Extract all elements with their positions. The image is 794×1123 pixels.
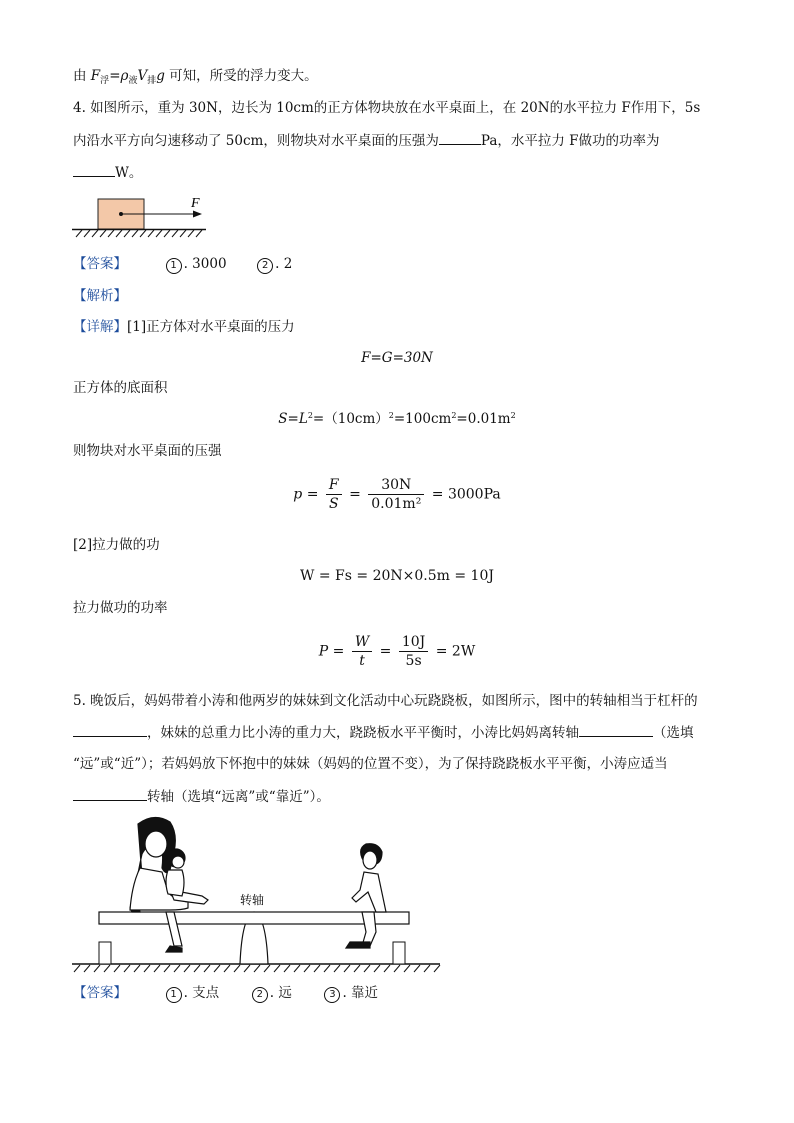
eq5-lhs: P = <box>318 643 345 660</box>
q5-line2 <box>73 722 694 743</box>
q4-line3 <box>73 162 142 183</box>
text-work: [2]拉力做的功 <box>73 537 160 553</box>
eq2-sup-2: 2 <box>388 411 394 420</box>
analysis-tag: 【解析】 <box>73 288 127 304</box>
q5-line2-text-b: （选填 <box>653 725 694 741</box>
q4-block-figure <box>72 193 212 241</box>
mother-with-daughter <box>130 817 208 952</box>
q4-blank-1[interactable] <box>439 130 481 145</box>
force-arrow-head <box>193 211 202 218</box>
eq3-equals: = <box>349 486 361 503</box>
fraction-30N-over-area <box>368 476 424 513</box>
q4-line2-text-a: 内沿水平方向匀速移动了 50cm，则物块对水平桌面的压强为 <box>73 133 439 149</box>
symbol-V: V <box>137 68 148 84</box>
eq5-equals: = <box>379 643 392 660</box>
answer-number-1: 1 <box>166 258 182 274</box>
table-hatching <box>76 230 202 237</box>
q4-blank-2[interactable] <box>73 162 115 177</box>
fraction-denominator: S <box>328 496 339 512</box>
eq2-sup-4: 2 <box>510 411 516 420</box>
q4-answer <box>73 254 292 274</box>
force-label: F <box>191 196 200 211</box>
eq2-part-a: S=L <box>278 411 308 427</box>
answer-number-1: 1 <box>166 987 182 1003</box>
seesaw-figure <box>70 812 445 974</box>
text-pressure: 则物块对水平桌面的压强 <box>73 443 222 459</box>
symbol-F: F <box>90 68 101 84</box>
q5-line3: “远”或“近”）；若妈妈放下怀抱中的妹妹（妈妈的位置不变），为了保持跷跷板水平平衡，小涛应适当 <box>73 756 668 772</box>
text-base-area: 正方体的底面积 <box>73 380 168 396</box>
fraction-denominator: 5s <box>405 653 422 669</box>
fraction-F-over-S <box>326 476 342 513</box>
text-prefix: 由 <box>73 68 87 84</box>
answer-number-2: 2 <box>252 987 268 1003</box>
equation-pressure-force: F=G=30N <box>361 350 433 366</box>
fraction-10J-over-5s <box>399 633 428 670</box>
fraction-numerator: 10J <box>399 633 428 652</box>
sub-liquid: 液 <box>128 76 138 86</box>
answer-tag: 【答案】 <box>73 256 127 272</box>
q5-line2-text-a: ，妹妹的总重力比小涛的重力大，跷跷板水平平衡时，小涛比妈妈离转轴 <box>147 725 579 741</box>
symbol-g: g <box>156 68 165 84</box>
equation-pressure <box>0 476 794 513</box>
right-stop <box>393 942 405 964</box>
q5-blank-2[interactable] <box>579 722 653 737</box>
fraction-numerator: W <box>352 633 372 652</box>
boy-xiaotao <box>346 844 386 948</box>
q4-line1: 4. 如图所示，重为 30N，边长为 10cm的正方体物块放在水平桌面上，在 20N的水平拉力 F作用下，5s <box>73 100 701 116</box>
eq5-rhs: = 2W <box>435 643 476 660</box>
answer-number-3: 3 <box>324 987 340 1003</box>
equals-sign: = <box>109 68 121 84</box>
eq2-sup-3: 2 <box>451 411 457 420</box>
q4-line2-text-b: Pa，水平拉力 F做功的功率为 <box>480 133 660 149</box>
answer-2: . 2 <box>275 256 293 272</box>
eq2-part-g: =0.01m <box>456 411 511 427</box>
intro-line <box>73 66 318 88</box>
eq2-part-c: =（10cm） <box>312 411 389 427</box>
detail-text-1: [1]正方体对水平桌面的压力 <box>127 319 295 335</box>
q4-line3-text: W。 <box>115 165 143 181</box>
sub-displaced: 排 <box>147 76 157 86</box>
text-suffix: 可知，所受的浮力变大。 <box>169 68 318 84</box>
left-stop <box>99 942 111 964</box>
fraction-numerator: F <box>326 476 342 495</box>
ground-hatching <box>74 965 440 972</box>
eq2-sup-1: 2 <box>307 411 313 420</box>
fraction-denominator: t <box>359 653 365 669</box>
detail-line <box>73 317 295 337</box>
answer-number-2: 2 <box>257 258 273 274</box>
q5-blank-3[interactable] <box>73 786 147 801</box>
equation-area <box>0 409 794 431</box>
sub-float: 浮 <box>100 76 110 86</box>
fraction-numerator: 30N <box>368 476 424 495</box>
answer-1: . 3000 <box>183 256 227 272</box>
q4-line2 <box>73 130 660 151</box>
symbol-rho: ρ <box>120 68 129 84</box>
q5-answer <box>73 983 378 1003</box>
eq3-rhs: = 3000Pa <box>431 486 501 503</box>
answer-2: . 远 <box>269 985 292 1001</box>
fraction-W-over-t <box>352 633 372 670</box>
q5-line4 <box>73 786 330 807</box>
detail-tag: 【详解】 <box>73 319 127 335</box>
answer-3: . 靠近 <box>342 985 379 1001</box>
fraction-denominator: 0.01m² <box>371 496 422 512</box>
q5-line1: 5. 晚饭后，妈妈带着小涛和他两岁的妹妹到文化活动中心玩跷跷板，如图所示，图中的转轴相当于杠杆的 <box>73 693 698 709</box>
text-power: 拉力做功的功率 <box>73 600 168 616</box>
eq3-lhs: p = <box>293 486 319 503</box>
answer-1: . 支点 <box>183 985 220 1001</box>
pivot-label: 转轴 <box>240 893 265 907</box>
answer-tag: 【答案】 <box>73 985 127 1001</box>
q5-blank-1[interactable] <box>73 722 147 737</box>
q5-line4-text: 转轴（选填“远离”或“靠近”）。 <box>147 789 330 805</box>
equation-power <box>0 633 794 670</box>
eq2-part-e: =100cm <box>393 411 452 427</box>
equation-work: W = Fs = 20N×0.5m = 10J <box>300 568 494 584</box>
